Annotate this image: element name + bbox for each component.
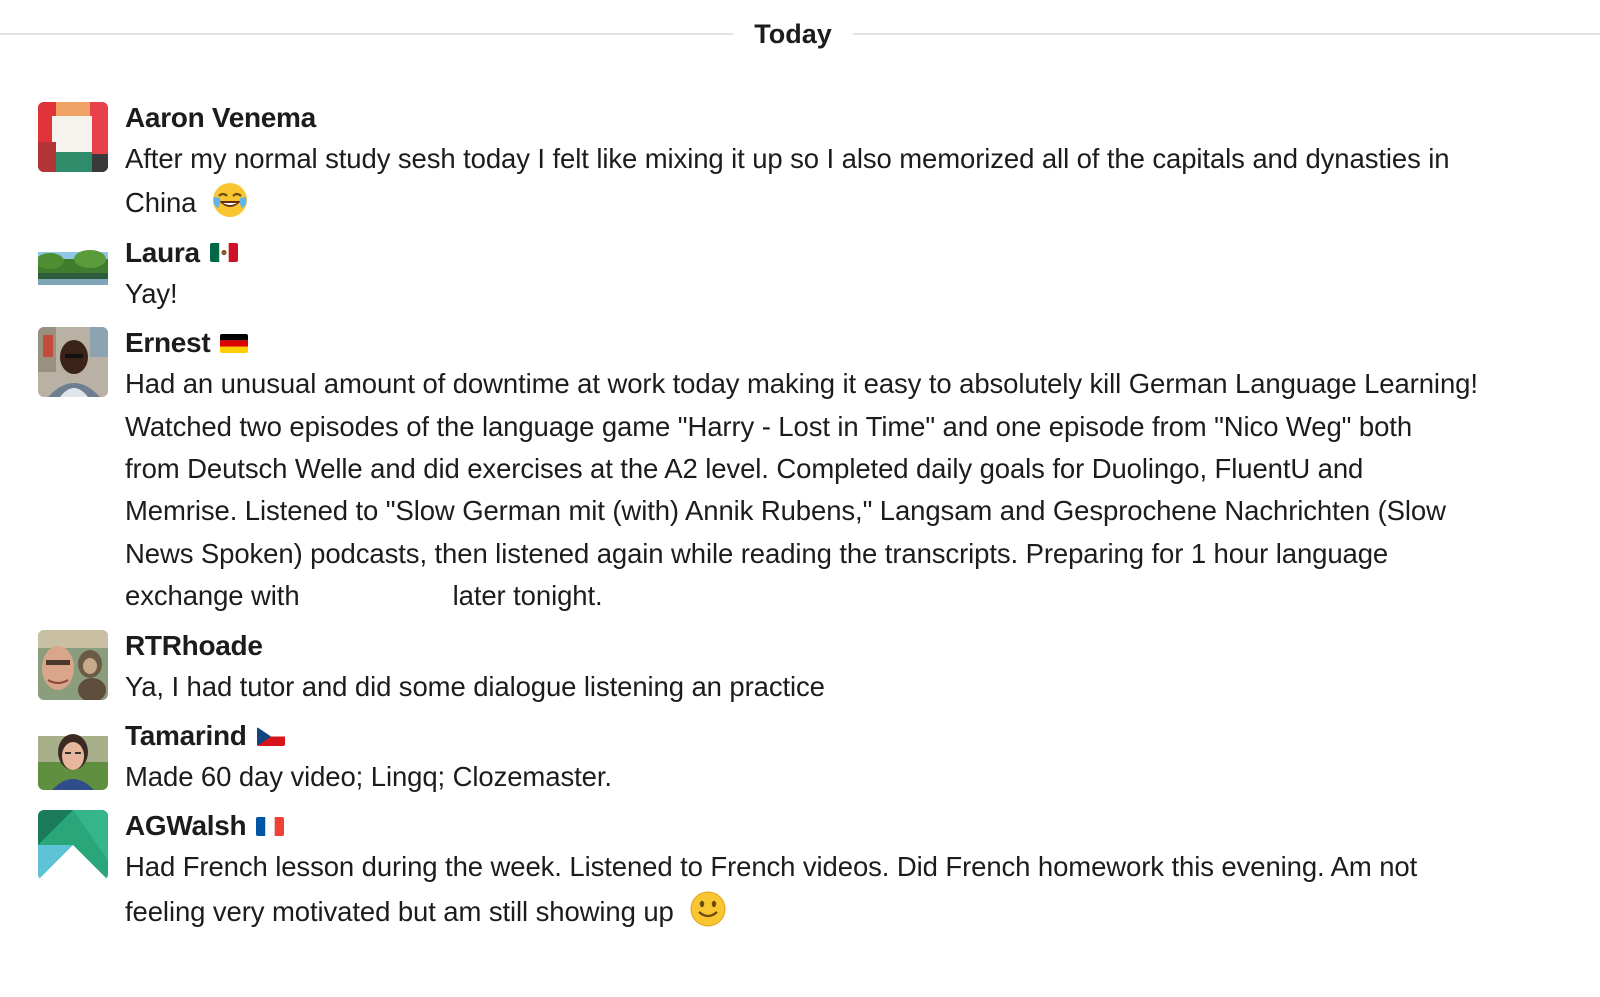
date-divider xyxy=(0,0,1600,70)
message-line: Yay! xyxy=(125,277,178,309)
message xyxy=(38,235,1568,315)
author-name[interactable]: Tamarind xyxy=(125,720,247,752)
message xyxy=(38,100,1568,225)
message-line: from Deutsch Welle and did exercises at the A2 level. Completed daily goals for Duolingo, FluentU and xyxy=(125,453,1364,485)
czech-flag-icon xyxy=(257,727,285,746)
message-line: After my normal study sesh today I felt like mixing it up so I also memorized all of the capitals and dynasties in xyxy=(125,143,1450,174)
author-name[interactable]: Ernest xyxy=(125,327,211,359)
message-list xyxy=(38,100,1568,943)
person-with-monkey-photo-avatar[interactable] xyxy=(38,630,108,700)
message-line: later tonight. xyxy=(452,580,603,612)
message-line: feeling very motivated but am still showing up xyxy=(125,895,674,927)
redacted-mention xyxy=(307,581,445,609)
message xyxy=(38,718,1568,798)
message-text xyxy=(125,846,1568,933)
message-line: Made 60 day video; Lingq; Clozemaster. xyxy=(125,761,612,793)
france-flag-icon xyxy=(256,817,284,836)
message xyxy=(38,628,1568,708)
green-geometric-avatar[interactable] xyxy=(38,810,108,880)
author-name[interactable]: Aaron Venema xyxy=(125,102,316,133)
author-name[interactable]: Laura xyxy=(125,236,200,268)
message xyxy=(38,808,1568,933)
message-line: Had French lesson during the week. Listened to French videos. Did French homework this evening. Am not xyxy=(125,851,1418,883)
message-line: Ya, I had tutor and did some dialogue listening an practice xyxy=(125,670,825,702)
message-line: News Spoken) podcasts, then listened again while reading the transcripts. Preparing for 1 hour language xyxy=(125,537,1389,569)
message-line: exchange with xyxy=(125,580,300,612)
mexico-flag-icon xyxy=(210,243,238,262)
message-line: Had an unusual amount of downtime at work today making it easy to absolutely kill German Language Learning! xyxy=(125,368,1478,400)
message xyxy=(38,325,1568,617)
woman-photo-avatar[interactable] xyxy=(38,720,108,790)
message-line: Memrise. Listened to "Slow German mit (with) Annik Rubens," Langsam and Gesprochene Nachrichten (Slow xyxy=(125,495,1446,527)
message-line: China xyxy=(125,187,197,219)
joy-emoji xyxy=(210,180,250,220)
slightly-smiling-emoji xyxy=(688,889,728,929)
message-text xyxy=(125,756,1568,798)
person-photo-avatar[interactable] xyxy=(38,327,108,397)
date-divider-label[interactable]: Today xyxy=(754,19,832,49)
message-line: Watched two episodes of the language game "Harry - Lost in Time" and one episode from "Nico Weg" both xyxy=(125,410,1413,442)
message-text xyxy=(125,363,1568,617)
colorful-squares-avatar[interactable] xyxy=(38,102,108,172)
message-text xyxy=(125,138,1568,225)
message-text xyxy=(125,273,1568,315)
divider-line-left xyxy=(0,33,733,35)
germany-flag-icon xyxy=(220,334,248,353)
divider-line-right xyxy=(853,33,1600,35)
message-text xyxy=(125,666,1568,708)
landscape-photo-avatar[interactable] xyxy=(38,237,108,307)
author-name[interactable]: RTRhoade xyxy=(125,629,263,661)
author-name[interactable]: AGWalsh xyxy=(125,810,247,842)
